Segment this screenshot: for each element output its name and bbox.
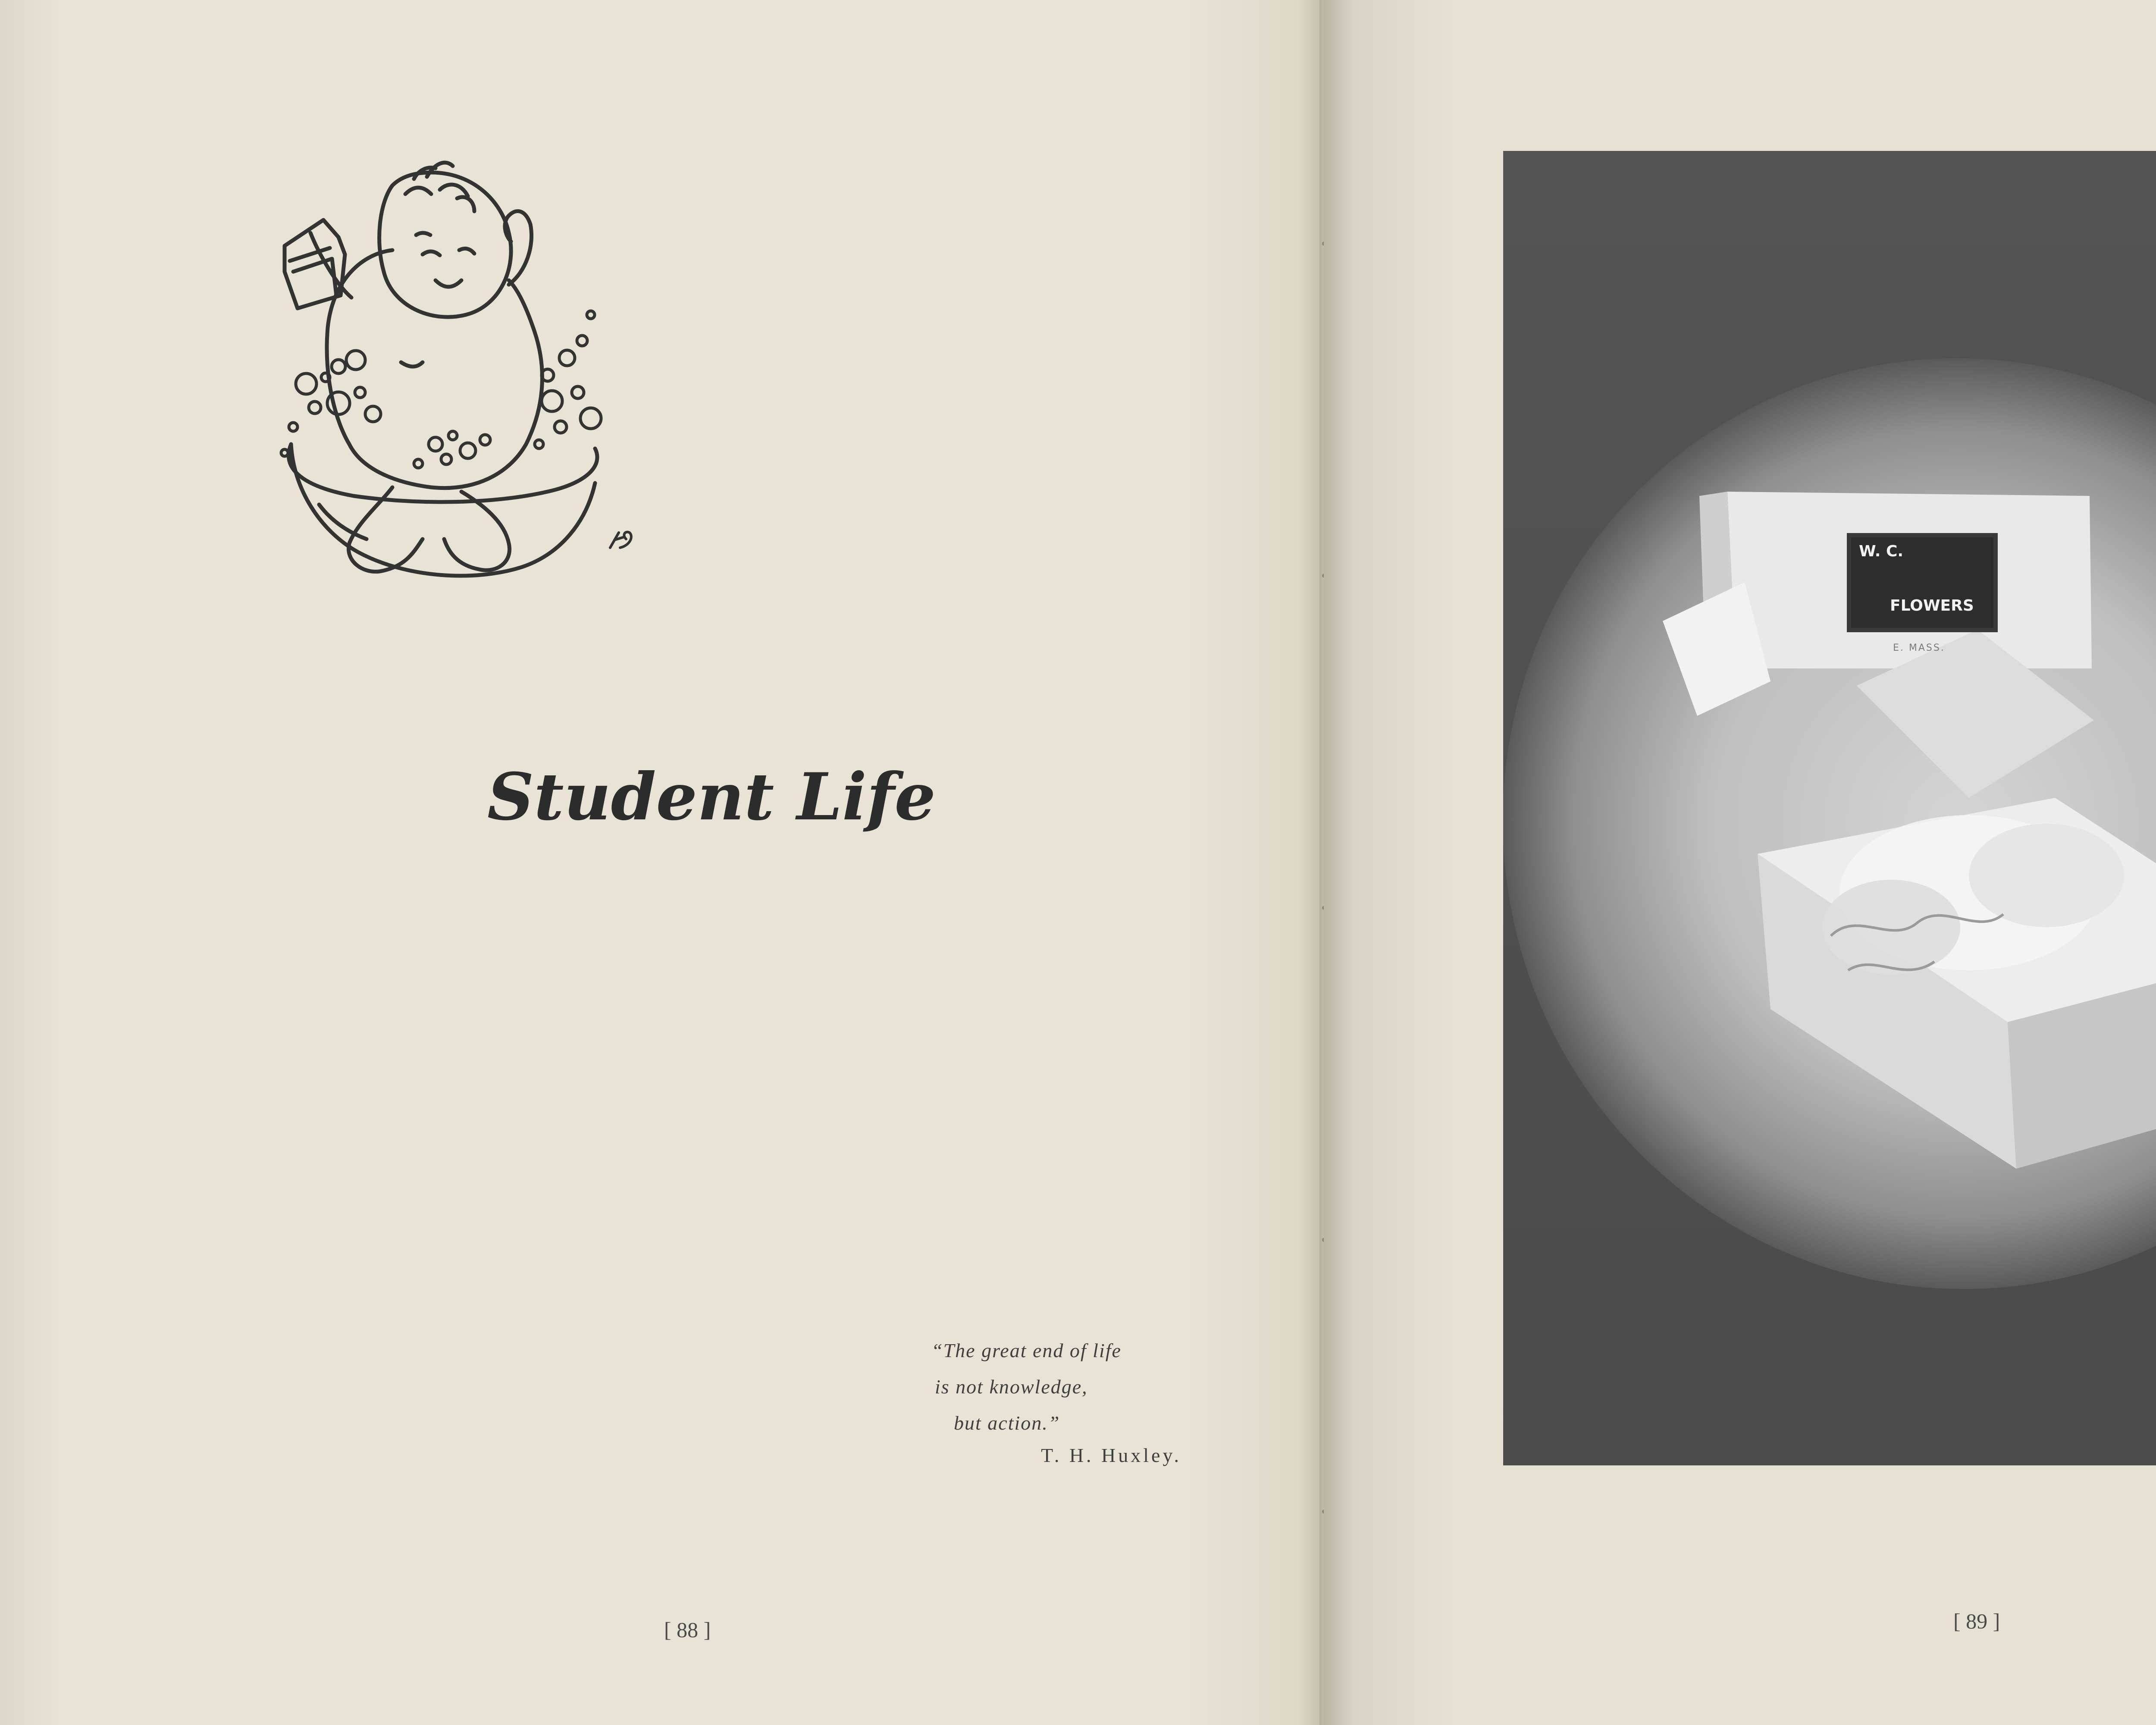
label-initials: W. C. bbox=[1859, 543, 1904, 560]
section-title: Student Life bbox=[487, 759, 936, 835]
flower-box-photograph bbox=[1503, 151, 2156, 1465]
page-number-right: [ 89 ] bbox=[1953, 1609, 2000, 1633]
washcloth bbox=[285, 220, 345, 308]
label-flowers: FLOWERS bbox=[1890, 597, 1974, 615]
artist-signature bbox=[610, 532, 631, 548]
quote-line-1: “The great end of life bbox=[931, 1339, 1122, 1361]
florist-label bbox=[1847, 533, 1998, 632]
quote-line-2: is not knowledge, bbox=[935, 1376, 1088, 1398]
page-number-left: [ 88 ] bbox=[664, 1618, 711, 1642]
baby-in-washtub-illustration bbox=[250, 142, 660, 686]
label-location: E. MASS. bbox=[1893, 643, 1945, 653]
epigraph-quote bbox=[931, 1333, 1190, 1467]
quote-line-3: but action.” bbox=[954, 1412, 1060, 1434]
quote-author: T. H. Huxley. bbox=[1041, 1444, 1181, 1466]
